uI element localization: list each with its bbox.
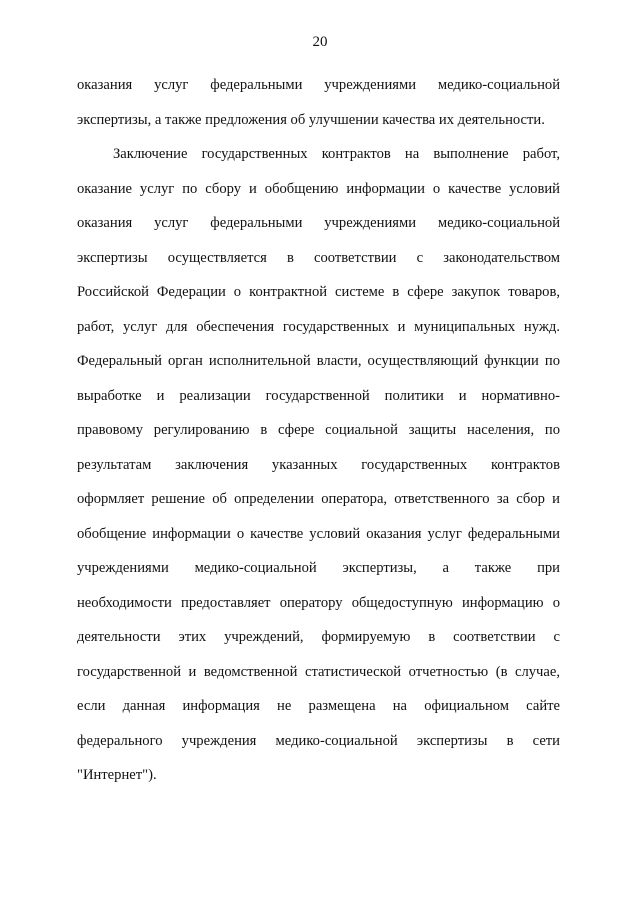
- text-line: работ, услуг для обеспечения государственных и муниципальных нужд.: [77, 318, 560, 335]
- text-line: если данная информация не размещена на официальном сайте: [77, 698, 560, 714]
- text-line: экспертизы осуществляется в соответствии с законодательством: [77, 249, 560, 266]
- text-line: деятельности этих учреждений, формируемую в соответствии с: [77, 629, 560, 645]
- paragraph-first-line: Заключение государственных контрактов на выполнение работ,: [113, 146, 560, 162]
- text-line: оказания услуг федеральными учреждениями медико-социальной: [77, 215, 560, 231]
- text-line: результатам заключения указанных государственных контрактов: [77, 456, 560, 473]
- text-line: учреждениями медико-социальной экспертизы, а также при: [77, 560, 560, 576]
- document-body: [77, 68, 560, 793]
- text-line: "Интернет").: [77, 767, 157, 783]
- text-line: оказание услуг по сбору и обобщению информации о качестве условий: [77, 180, 560, 197]
- text-line: обобщение информации о качестве условий оказания услуг федеральными: [77, 525, 560, 542]
- text-line: выработке и реализации государственной политики и нормативно-: [77, 387, 560, 404]
- text-line: федерального учреждения медико-социальной экспертизы в сети: [77, 732, 560, 749]
- text-line: экспертизы, а также предложения об улучшении качества их деятельности.: [77, 111, 545, 128]
- text-line: государственной и ведомственной статистической отчетностью (в случае,: [77, 663, 560, 680]
- page-number: 20: [312, 34, 328, 50]
- text-line: оформляет решение об определении оператора, ответственного за сбор и: [77, 491, 560, 507]
- text-line: необходимости предоставляет оператору общедоступную информацию о: [77, 594, 560, 611]
- text-line: правовому регулированию в сфере социальной защиты населения, по: [77, 422, 560, 438]
- text-line: Федеральный орган исполнительной власти, осуществляющий функции по: [77, 353, 560, 369]
- text-line: оказания услуг федеральными учреждениями медико-социальной: [77, 77, 560, 93]
- text-line: Российской Федерации о контрактной системе в сфере закупок товаров,: [77, 284, 560, 300]
